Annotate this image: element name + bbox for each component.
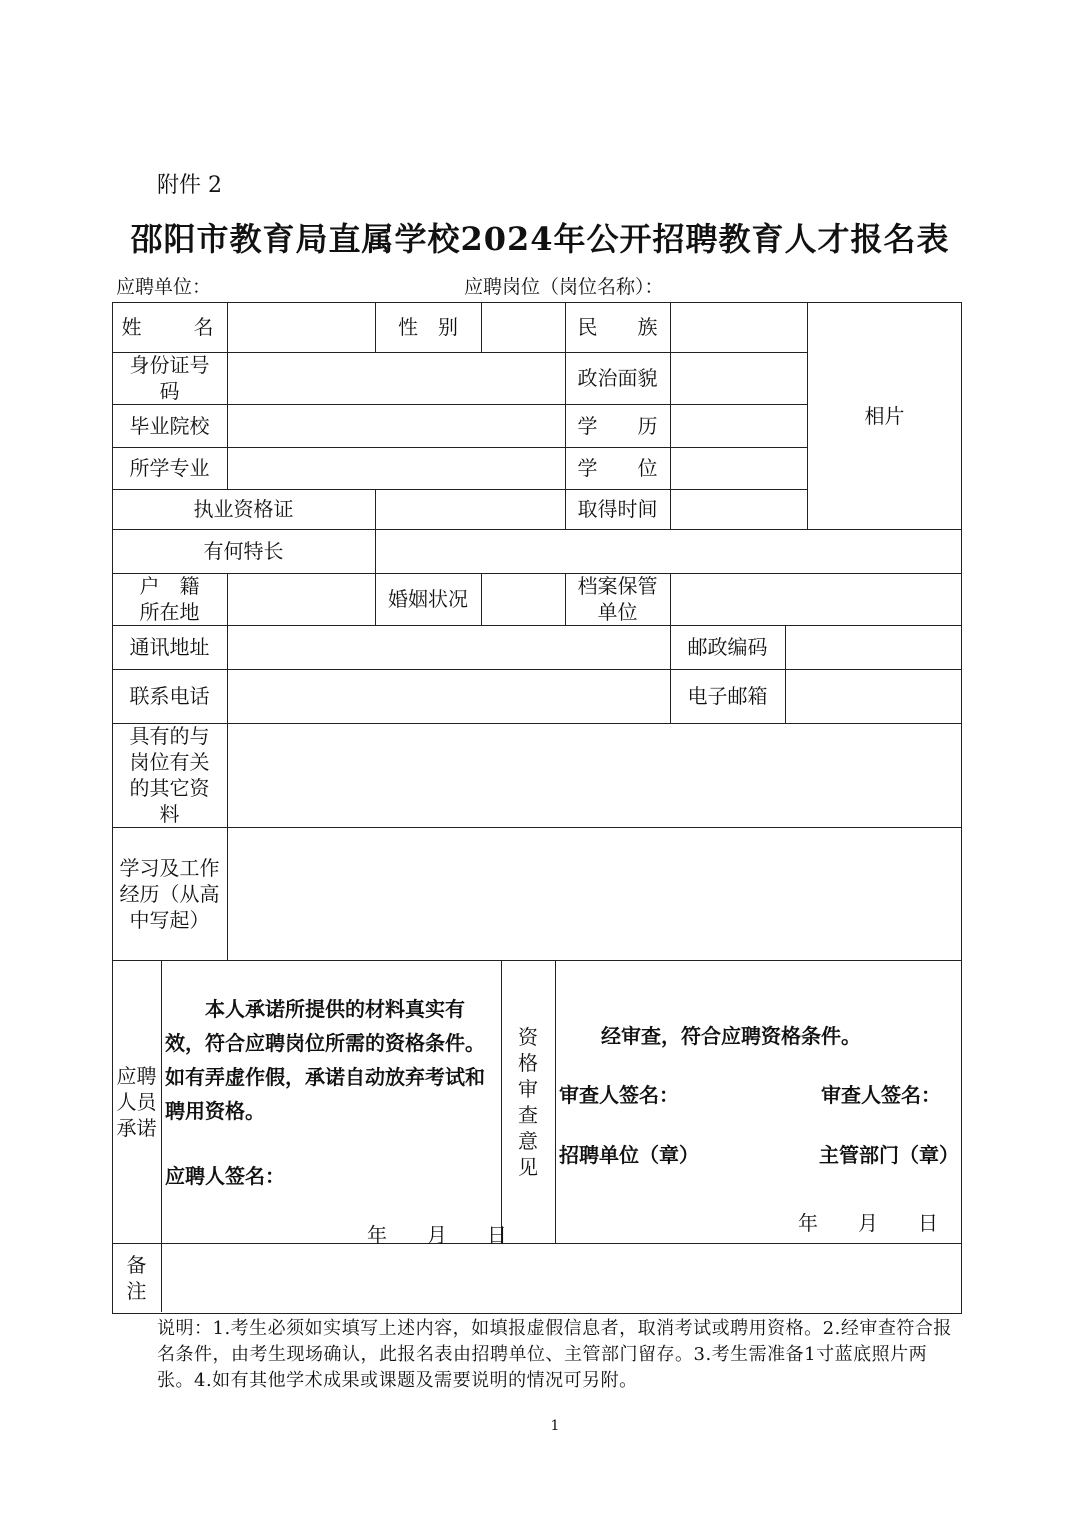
form-title: 邵阳市教育局直属学校2024年公开招聘教育人才报名表 (130, 220, 950, 258)
label-obtained-time: 取得时间 (577, 497, 658, 521)
remarks-field[interactable] (161, 1243, 962, 1312)
label-archive-unit: 档案保管单位 (577, 574, 658, 624)
label-experience: 学习及工作经历（从高中写起） (119, 855, 220, 932)
registration-form-table (112, 302, 962, 1314)
label-political-status: 政治面貌 (577, 366, 658, 390)
household-field[interactable] (227, 573, 375, 625)
marital-status-field[interactable] (481, 573, 565, 625)
other-materials-field[interactable] (227, 723, 962, 827)
id-number-field[interactable] (227, 352, 565, 404)
ethnicity-field[interactable] (670, 302, 807, 352)
photo-box[interactable] (807, 302, 962, 529)
qualification-cert-field[interactable] (375, 489, 565, 529)
political-status-field[interactable] (670, 352, 807, 404)
applicant-signature-label: 应聘人签名： (165, 1164, 285, 1188)
label-applicant-pledge: 应聘人员承诺 (116, 1063, 157, 1140)
email-field[interactable] (785, 669, 962, 723)
page-number: 1 (550, 1418, 560, 1434)
label-household: 户 籍所在地 (139, 574, 200, 624)
supervising-dept-seal: 主管部门（章） (819, 1143, 959, 1167)
name-field[interactable] (227, 302, 375, 352)
phone-field[interactable] (227, 669, 670, 723)
attachment-label: 附件 2 (157, 173, 222, 198)
label-education: 学 历 (577, 413, 658, 438)
label-review-opinion: 资格审查意见 (518, 1024, 538, 1179)
address-field[interactable] (227, 625, 670, 669)
label-other-materials: 具有的与岗位有关的其它资料 (129, 724, 210, 826)
label-email: 电子邮箱 (687, 684, 768, 708)
reviewer-signature-right: 审查人签名： (821, 1083, 941, 1107)
recruiting-unit-seal: 招聘单位（章） (559, 1143, 699, 1167)
label-marital-status: 婚姻状况 (388, 587, 468, 611)
label-ethnicity: 民 族 (577, 315, 658, 339)
label-specialty: 有何特长 (203, 539, 284, 563)
instructions-note: 说明：1.考生必须如实填写上述内容，如填报虚假信息者，取消考试或聘用资格。2.经审查符合报名条件，由考生现场确认，此报名表由招聘单位、主管部门留存。3.考生需准备1寸蓝底照片两张。4.如有其他学术成果或课题及需要说明的情况可另附。 (157, 1318, 952, 1391)
major-field[interactable] (227, 447, 565, 489)
obtained-time-field[interactable] (670, 489, 807, 529)
degree-field[interactable] (670, 447, 807, 489)
label-phone: 联系电话 (129, 684, 210, 708)
label-id-number: 身份证号码 (129, 353, 210, 403)
gender-field[interactable] (481, 302, 565, 352)
review-date: 年 月 日 (798, 1211, 938, 1235)
applicant-signature-field[interactable] (302, 1154, 492, 1190)
label-major: 所学专业 (129, 456, 210, 480)
education-field[interactable] (670, 404, 807, 447)
applied-post-label: 应聘岗位（岗位名称）： (464, 276, 664, 298)
pledge-date: 年 月 日 (367, 1223, 507, 1247)
label-address: 通讯地址 (129, 635, 210, 659)
label-photo: 相片 (864, 403, 905, 428)
applied-unit-label: 应聘单位： (116, 276, 212, 298)
label-graduated-school: 毕业院校 (129, 413, 210, 438)
pledge-text: 本人承诺所提供的材料真实有效，符合应聘岗位所需的资格条件。如有弄虚作假，承诺自动放弃考试和聘用资格。 (165, 997, 485, 1123)
label-qualification-cert: 执业资格证 (193, 497, 294, 521)
label-name: 姓 名 (121, 315, 218, 339)
reviewer-signature-left: 审查人签名： (559, 1083, 679, 1107)
postcode-field[interactable] (785, 625, 962, 669)
graduated-school-field[interactable] (227, 404, 565, 447)
experience-field[interactable] (227, 827, 962, 960)
label-degree: 学 位 (577, 456, 658, 480)
review-statement: 经审查，符合应聘资格条件。 (601, 1024, 861, 1048)
specialty-field[interactable] (375, 529, 962, 573)
label-postcode: 邮政编码 (687, 635, 768, 659)
label-gender: 性 别 (398, 315, 458, 339)
label-remarks: 备注 (126, 1252, 147, 1303)
archive-unit-field[interactable] (670, 573, 962, 625)
